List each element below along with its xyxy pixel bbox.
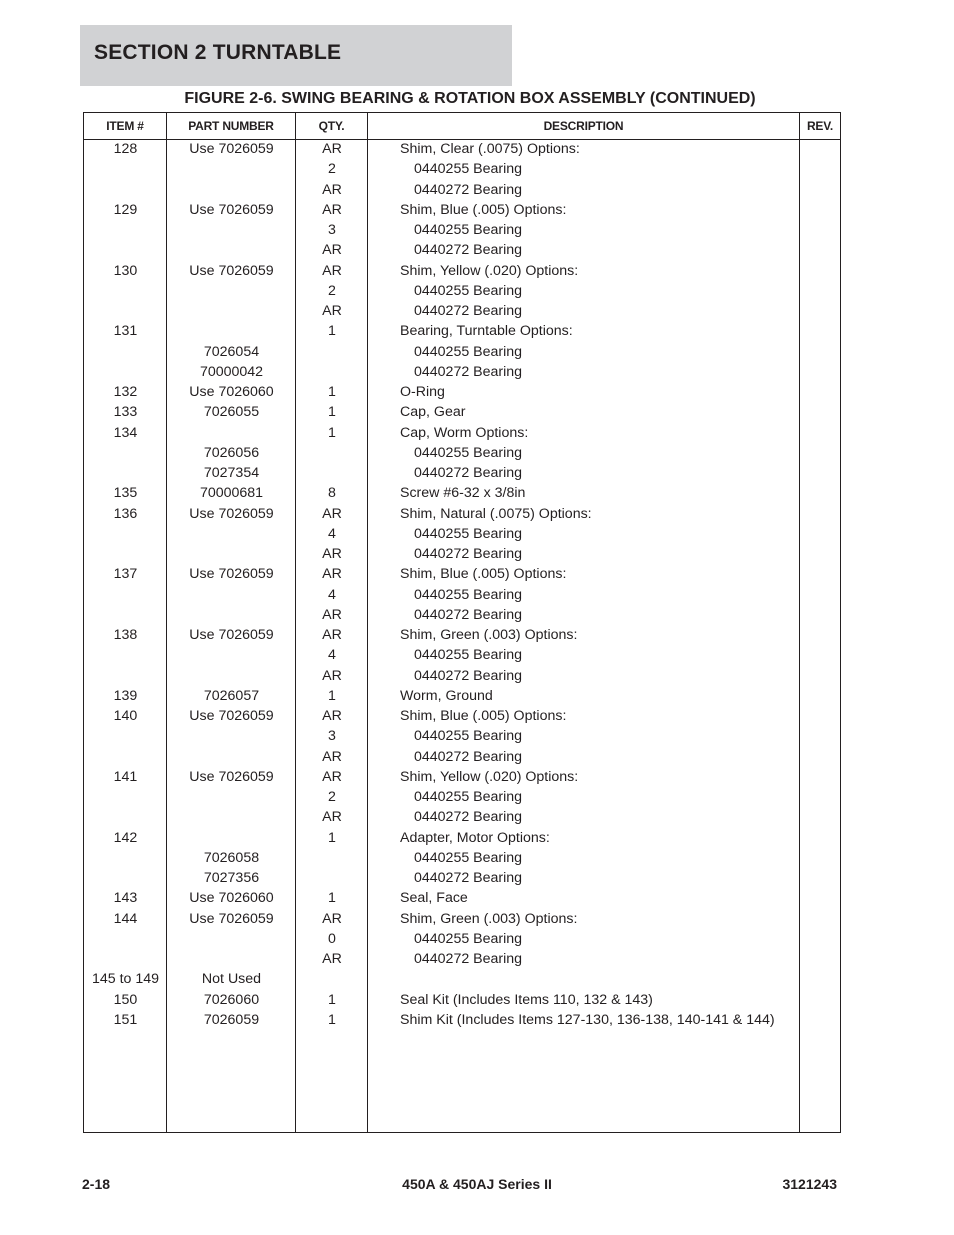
part-number-cell: Use 7026059 (189, 141, 274, 157)
part-number-cell: 7026057 (203, 687, 260, 704)
part-number-cell: Use 7026059 (189, 627, 274, 643)
qty-cell: AR (322, 768, 342, 785)
qty-cell: AR (322, 606, 342, 623)
parts-table (83, 112, 841, 1133)
description-cell: Seal, Face (400, 890, 468, 907)
description-cell: 0440272 Bearing (414, 951, 523, 967)
description-cell: 0440272 Bearing (414, 363, 523, 380)
table-row (84, 706, 840, 726)
description-cell: 0440272 Bearing (414, 242, 523, 259)
table-row (84, 443, 840, 463)
table-row (84, 423, 840, 443)
part-number-cell: Use 7026059 (189, 505, 274, 522)
part-number-cell: Use 7026059 (189, 708, 274, 724)
qty-cell: 3 (328, 222, 336, 238)
description-cell: Shim, Green (.003) Options: (400, 910, 578, 927)
item-cell: 143 (113, 890, 138, 907)
table-row (84, 544, 840, 564)
table-row (84, 564, 840, 584)
item-cell: 142 (113, 829, 138, 846)
table-row (84, 807, 840, 827)
qty-cell: AR (322, 627, 342, 643)
part-number-cell: 70000681 (199, 485, 264, 502)
qty-cell: 0 (328, 930, 336, 947)
part-number-cell: 7026054 (203, 343, 260, 360)
part-number-cell: Use 7026059 (189, 768, 274, 785)
part-number-cell: Not Used (201, 971, 262, 988)
header-description: DESCRIPTION (543, 119, 624, 133)
description-cell: Shim, Blue (.005) Options: (400, 708, 567, 724)
qty-cell: 4 (328, 647, 336, 664)
table-row (84, 281, 840, 301)
table-row (84, 483, 840, 503)
qty-cell: 1 (328, 1011, 336, 1028)
item-cell: 129 (113, 201, 138, 218)
qty-cell: 4 (328, 586, 336, 603)
document-number: 3121243 (782, 1176, 837, 1192)
description-cell: Shim Kit (Includes Items 127-130, 136-138, 140-141 & 144) (400, 1011, 775, 1028)
table-row (84, 686, 840, 706)
description-cell: Screw #6-32 x 3/8in (400, 485, 526, 502)
figure-title: FIGURE 2-6. SWING BEARING & ROTATION BOX ASSEMBLY (CONTINUED) (184, 90, 756, 107)
item-cell: 141 (113, 768, 138, 785)
part-number-cell: 7026056 (203, 444, 260, 461)
part-number-cell: 7026058 (203, 849, 260, 866)
description-cell: 0440255 Bearing (414, 282, 523, 299)
table-row (84, 990, 840, 1010)
table-row (84, 666, 840, 686)
qty-cell: 1 (328, 687, 336, 704)
table-row (84, 180, 840, 200)
description-cell: Cap, Worm Options: (400, 424, 529, 441)
table-row (84, 504, 840, 524)
item-cell: 134 (113, 424, 138, 441)
table-row (84, 888, 840, 908)
table-row (84, 929, 840, 949)
table-row (84, 747, 840, 767)
part-number-cell: Use 7026059 (189, 566, 274, 583)
table-row (84, 767, 840, 787)
table-row (84, 382, 840, 402)
description-cell: 0440255 Bearing (414, 444, 523, 461)
table-row (84, 301, 840, 321)
part-number-cell: Use 7026059 (189, 910, 274, 927)
qty-cell: 1 (328, 424, 336, 441)
description-cell: 0440272 Bearing (414, 465, 523, 481)
table-row (84, 200, 840, 220)
qty-cell: AR (322, 201, 342, 218)
table-row (84, 362, 840, 382)
section-title: SECTION 2 TURNTABLE (94, 41, 342, 64)
qty-cell: AR (322, 303, 342, 319)
qty-cell: AR (322, 566, 342, 583)
table-row (84, 949, 840, 969)
qty-cell: AR (322, 546, 342, 562)
part-number-cell: 7026059 (203, 1011, 260, 1028)
description-cell: O-Ring (400, 384, 445, 400)
qty-cell: 1 (328, 384, 336, 400)
description-cell: 0440272 Bearing (414, 303, 523, 319)
part-number-cell: Use 7026059 (189, 262, 274, 279)
description-cell: Shim, Yellow (.020) Options: (400, 262, 579, 279)
description-cell: 0440272 Bearing (414, 181, 523, 198)
description-cell: Shim, Yellow (.020) Options: (400, 768, 579, 785)
qty-cell: AR (322, 505, 342, 522)
item-cell: 139 (113, 687, 138, 704)
table-row (84, 463, 840, 483)
qty-cell: 2 (328, 282, 336, 299)
item-cell: 145 to 149 (91, 971, 160, 988)
table-row (84, 159, 840, 179)
qty-cell: AR (322, 242, 342, 259)
part-number-cell: Use 7026060 (189, 384, 274, 400)
page-number: 2-18 (82, 1176, 111, 1192)
part-number-cell: 7026055 (203, 404, 260, 421)
part-number-cell: 7026060 (203, 991, 260, 1008)
qty-cell: 1 (328, 404, 336, 421)
qty-cell: AR (322, 667, 342, 684)
description-cell: Bearing, Turntable Options: (400, 323, 573, 340)
table-row (84, 402, 840, 422)
header-part-number: PART NUMBER (188, 119, 274, 133)
model-name: 450A & 450AJ Series II (402, 1176, 552, 1192)
description-cell: 0440255 Bearing (414, 849, 523, 866)
table-row (84, 240, 840, 260)
item-cell: 138 (113, 627, 138, 643)
description-cell: 0440272 Bearing (414, 606, 523, 623)
table-row (84, 585, 840, 605)
item-cell: 151 (113, 1011, 138, 1028)
description-cell: Shim, Green (.003) Options: (400, 627, 578, 643)
description-cell: Cap, Gear (400, 404, 466, 421)
description-cell: 0440255 Bearing (414, 586, 523, 603)
item-cell: 144 (113, 910, 138, 927)
qty-cell: 2 (328, 789, 336, 805)
description-cell: Shim, Blue (.005) Options: (400, 566, 567, 583)
description-cell: 0440255 Bearing (414, 525, 523, 542)
description-cell: Worm, Ground (400, 687, 493, 704)
item-cell: 132 (113, 384, 138, 400)
qty-cell: 1 (328, 829, 336, 846)
header-rev: REV. (806, 119, 834, 133)
item-cell: 131 (113, 323, 138, 340)
description-cell: 0440255 Bearing (414, 647, 523, 664)
qty-cell: 1 (328, 890, 336, 907)
description-cell: 0440255 Bearing (414, 222, 523, 238)
item-cell: 133 (113, 404, 138, 421)
description-cell: 0440272 Bearing (414, 748, 523, 765)
description-cell: Shim, Natural (.0075) Options: (400, 505, 592, 522)
header-item: ITEM # (106, 119, 144, 133)
qty-cell: AR (322, 262, 342, 279)
table-row (84, 969, 840, 989)
qty-cell: AR (322, 141, 342, 157)
section-banner (80, 25, 512, 86)
description-cell: Adapter, Motor Options: (400, 829, 550, 846)
table-row (84, 909, 840, 929)
description-cell: 0440255 Bearing (414, 930, 523, 947)
item-cell: 137 (113, 566, 138, 583)
qty-cell: 4 (328, 525, 336, 542)
table-row (84, 261, 840, 281)
item-cell: 136 (113, 505, 138, 522)
part-number-cell: Use 7026059 (189, 201, 274, 218)
description-cell: 0440255 Bearing (414, 789, 523, 805)
qty-cell: 8 (328, 485, 336, 502)
table-row (84, 342, 840, 362)
part-number-cell: Use 7026060 (189, 890, 274, 907)
description-cell: 0440272 Bearing (414, 809, 523, 826)
table-row (84, 787, 840, 807)
qty-cell: AR (322, 748, 342, 765)
qty-cell: AR (322, 181, 342, 198)
qty-cell: 1 (328, 323, 336, 340)
item-cell: 140 (113, 708, 138, 724)
item-cell: 135 (113, 485, 138, 502)
item-cell: 150 (113, 991, 138, 1008)
table-row (84, 139, 840, 159)
item-cell: 130 (113, 262, 138, 279)
description-cell: 0440272 Bearing (414, 667, 523, 684)
table-row (84, 828, 840, 848)
qty-cell: AR (322, 951, 342, 967)
description-cell: 0440255 Bearing (414, 161, 523, 178)
table-row (84, 645, 840, 665)
table-row (84, 1010, 840, 1030)
item-cell: 128 (113, 141, 138, 157)
description-cell: Shim, Blue (.005) Options: (400, 201, 567, 218)
table-row (84, 726, 840, 746)
table-row (84, 868, 840, 888)
description-cell: 0440272 Bearing (414, 546, 523, 562)
description-cell: 0440255 Bearing (414, 343, 523, 360)
table-row (84, 605, 840, 625)
qty-cell: AR (322, 708, 342, 724)
part-number-cell: 70000042 (199, 363, 264, 380)
description-cell: 0440255 Bearing (414, 728, 523, 745)
qty-cell: AR (322, 809, 342, 826)
description-cell: Shim, Clear (.0075) Options: (400, 141, 580, 157)
table-row (84, 625, 840, 645)
qty-cell: AR (322, 910, 342, 927)
qty-cell: 1 (328, 991, 336, 1008)
description-cell: Seal Kit (Includes Items 110, 132 & 143) (400, 991, 653, 1008)
table-row (84, 321, 840, 341)
table-row (84, 524, 840, 544)
header-qty: QTY. (318, 119, 345, 133)
description-cell: 0440272 Bearing (414, 870, 523, 886)
part-number-cell: 7027356 (203, 870, 260, 886)
qty-cell: 2 (328, 161, 336, 178)
part-number-cell: 7027354 (203, 465, 260, 481)
table-row (84, 220, 840, 240)
qty-cell: 3 (328, 728, 336, 745)
table-row (84, 848, 840, 868)
